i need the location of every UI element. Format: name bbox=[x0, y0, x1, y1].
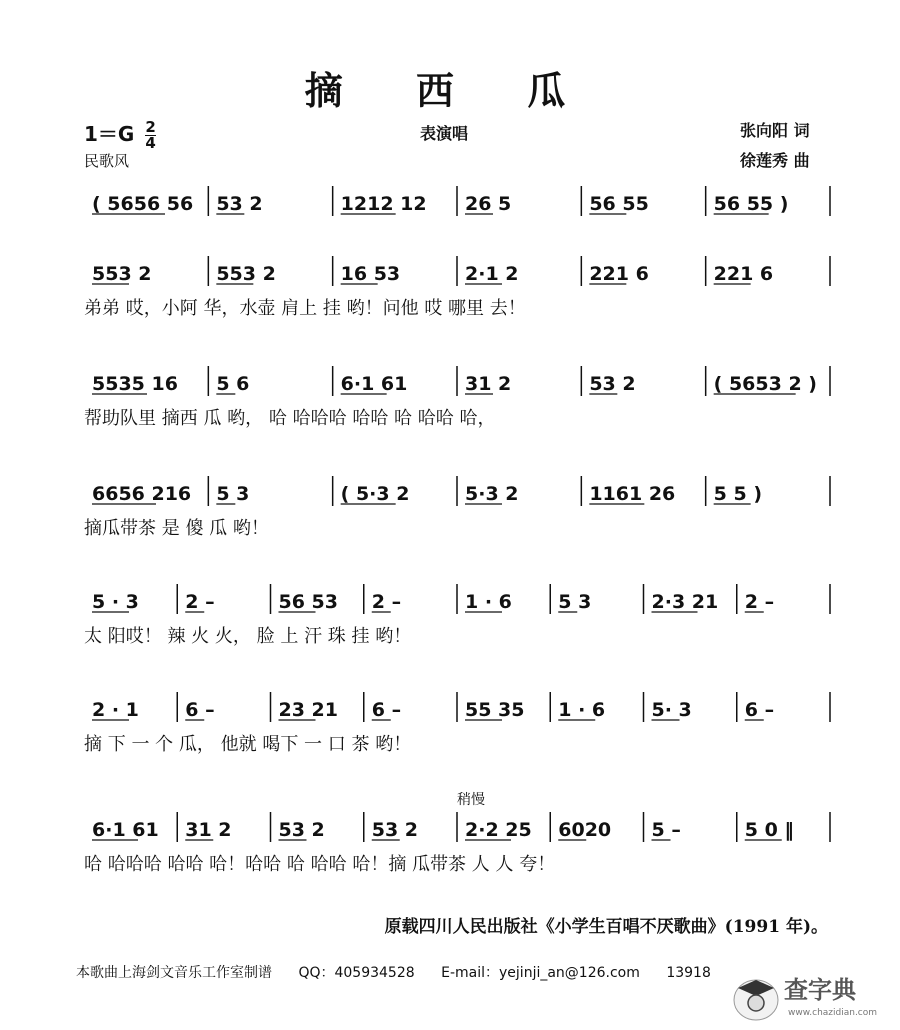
mortarboard-icon bbox=[728, 970, 888, 1024]
measure-notes: 55 35 bbox=[465, 699, 525, 721]
measure-notes: 53 2 bbox=[589, 373, 636, 395]
measure-notes: 23 21 bbox=[278, 699, 338, 721]
measure-notes: 56 55 ) bbox=[713, 193, 789, 215]
measure-notes: 1 · 6 bbox=[465, 591, 512, 613]
measure-notes: 53 2 bbox=[278, 819, 325, 841]
measure-notes: 6 – bbox=[371, 699, 402, 721]
style-label: 民歌风 bbox=[84, 152, 130, 170]
measure-notes: 1212 12 bbox=[340, 193, 427, 215]
source-credit: 原载四川人民出版社《小学生百唱不厌歌曲》(1991 年)。 bbox=[384, 917, 828, 937]
measure-notes: 5 · 3 bbox=[92, 591, 139, 613]
score-lines bbox=[84, 186, 830, 875]
lyricist: 张向阳 词 bbox=[740, 121, 810, 140]
measure-notes: 5 5 ) bbox=[713, 483, 763, 505]
measure-notes: 1161 26 bbox=[589, 483, 676, 505]
measure-notes: 5 6 bbox=[216, 373, 250, 395]
footer-studio: 本歌曲上海剑文音乐工作室制谱 bbox=[76, 965, 272, 981]
time-top: 2 bbox=[145, 118, 156, 136]
measure-notes: 56 55 bbox=[589, 193, 649, 215]
measure-notes: 5 3 bbox=[558, 591, 592, 613]
measure-notes: 2·1 2 bbox=[465, 263, 519, 285]
lyric-line: 弟弟 哎，小阿 华，水壶 肩上 挂 哟！问他 哎 哪里 去！ bbox=[84, 298, 526, 319]
lyric-line: 帮助队里 摘西 瓜 哟， 哈 哈哈哈 哈哈 哈 哈哈 哈， bbox=[84, 408, 496, 429]
song-title: 摘 西 瓜 bbox=[304, 68, 596, 113]
logo-url: www.chazidian.com bbox=[788, 1008, 878, 1018]
measure-notes: 553 2 bbox=[92, 263, 152, 285]
measure-notes: 221 6 bbox=[713, 263, 774, 285]
measure-notes: ( 5·3 2 bbox=[340, 483, 410, 505]
measure-notes: 5535 16 bbox=[92, 373, 178, 395]
performance-type: 表演唱 bbox=[420, 124, 469, 143]
measure-notes: ( 5653 2 ) bbox=[713, 373, 817, 395]
measure-notes: 6020 bbox=[558, 819, 612, 841]
footer-phone: 13918 bbox=[666, 965, 711, 981]
measure-notes: 2 · 1 bbox=[92, 699, 139, 721]
measure-notes: ( 5656 56 bbox=[92, 193, 194, 215]
lyric-line: 哈 哈哈哈 哈哈 哈！哈哈 哈 哈哈 哈！摘 瓜带茶 人 人 夸！ bbox=[84, 854, 556, 875]
measure-notes: 16 53 bbox=[340, 263, 401, 285]
lyric-line: 太 阳哎！ 辣 火 火， 脸 上 汗 珠 挂 哟！ bbox=[84, 626, 412, 647]
measure-notes: 553 2 bbox=[216, 263, 276, 285]
measure-notes: 6·1 61 bbox=[92, 819, 159, 841]
composer: 徐莲秀 曲 bbox=[740, 151, 810, 170]
measure-notes: 31 2 bbox=[185, 819, 232, 841]
measure-notes: 6 – bbox=[185, 699, 215, 721]
measure-notes: 56 53 bbox=[278, 591, 338, 613]
time-bottom: 4 bbox=[145, 134, 156, 152]
measure-notes: 221 6 bbox=[589, 263, 649, 285]
tempo-mark: 稍慢 bbox=[457, 792, 485, 808]
measure-notes: 6 – bbox=[744, 699, 775, 721]
measure-notes: 2 – bbox=[744, 591, 775, 613]
footer-qq: QQ：405934528 bbox=[298, 965, 415, 981]
measure-notes: 2 – bbox=[371, 591, 402, 613]
measure-notes: 2 – bbox=[185, 591, 215, 613]
measure-notes: 5 0 ‖ bbox=[744, 819, 794, 841]
lyric-line: 摘 下 一 个 瓜， 他就 喝下 一 口 茶 哟！ bbox=[84, 734, 412, 755]
footer-email: E-mail：yejinji_an@126.com bbox=[441, 965, 640, 981]
lyric-line: 摘瓜带茶 是 傻 瓜 哟！ bbox=[84, 518, 269, 539]
measure-notes: 1 · 6 bbox=[558, 699, 606, 721]
chazidian-logo[interactable] bbox=[728, 970, 888, 1024]
measure-notes: 6656 216 bbox=[92, 483, 192, 505]
logo-text: 查字典 bbox=[784, 976, 856, 1004]
key-label: 1＝G bbox=[84, 122, 135, 146]
footer bbox=[76, 962, 733, 982]
measure-notes: 5 – bbox=[651, 819, 681, 841]
measure-notes: 5·3 2 bbox=[465, 483, 519, 505]
measure-notes: 6·1 61 bbox=[340, 373, 408, 395]
measure-notes: 2·3 21 bbox=[651, 591, 719, 613]
measure-notes: 53 2 bbox=[216, 193, 263, 215]
measure-notes: 5 3 bbox=[216, 483, 250, 505]
measure-notes: 53 2 bbox=[371, 819, 419, 841]
measure-notes: 26 5 bbox=[465, 193, 512, 215]
measure-notes: 31 2 bbox=[465, 373, 512, 395]
measure-notes: 2·2 25 bbox=[465, 819, 532, 841]
measure-notes: 5· 3 bbox=[651, 699, 692, 721]
